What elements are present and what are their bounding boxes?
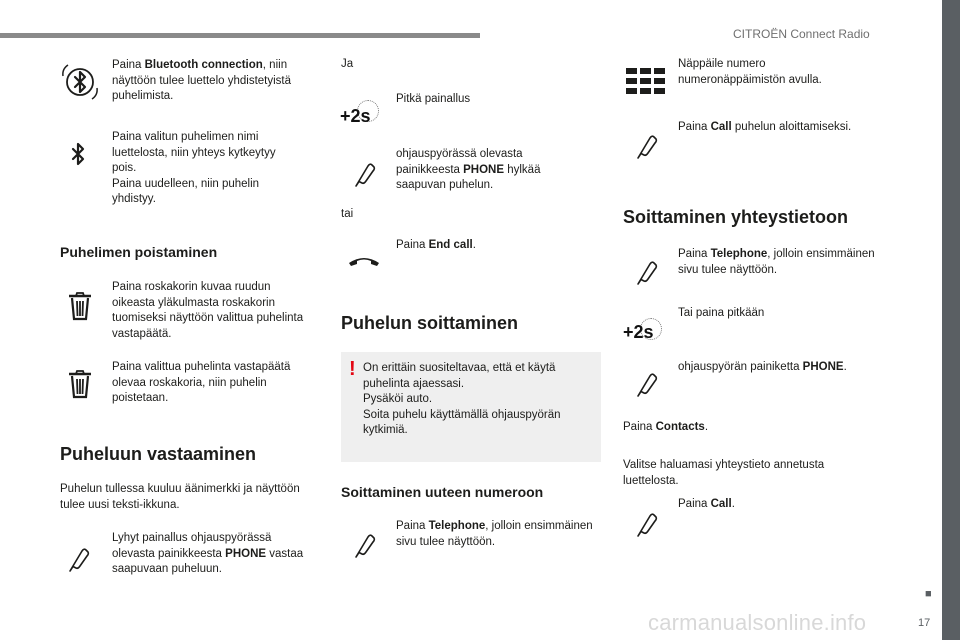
contacts-text: Paina Contacts.	[623, 421, 709, 433]
phone-icon	[352, 531, 378, 559]
phone-icon	[352, 160, 378, 188]
phone-button-text: ohjauspyörän painiketta PHONE.	[678, 361, 847, 373]
side-strip	[942, 0, 960, 640]
call-text: Paina Call puhelun aloittamiseksi.	[678, 121, 852, 133]
final-call-text: Paina Call.	[678, 498, 735, 510]
phone-icon	[66, 545, 92, 573]
disconnect-text: Paina valitun puhelimen nimi luettelosta, niin yhteys kytkeytyy pois. Paina uudelleen, niin puhelin yhdistyy.	[112, 131, 276, 205]
reject-text: ohjauspyörässä olevasta painikkeesta PHONE hylkää saapuvan puhelun.	[396, 148, 541, 191]
warning-text: On erittäin suositeltavaa, että et käytä puhelinta ajaessasi. Pysäköi auto. Soita puhelu käyttämällä ohjauspyörän kytkimiä.	[363, 362, 561, 436]
telephone-step-text: Paina Telephone, jolloin ensimmäinen sivu tulee näyttöön.	[396, 520, 593, 548]
remove-step1-text: Paina roskakorin kuvaa ruudun oikeasta yläkulmasta roskakorin tuomiseksi näyttöön valittua puhelinta vastapäätä.	[112, 281, 304, 340]
answer-intro-text: Puhelun tullessa kuuluu äänimerkki ja näyttöön tulee uusi teksti-ikkuna.	[60, 483, 300, 511]
trash-icon	[66, 290, 94, 322]
section-title-new-number: Soittaminen uuteen numeroon	[341, 484, 544, 500]
contact-telephone-text: Paina Telephone, jolloin ensimmäinen sivu tulee näyttöön.	[678, 248, 875, 276]
section-title-contact: Soittaminen yhteystietoon	[623, 207, 849, 227]
answer-step-text: Lyhyt painallus ohjauspyörässä olevasta painikkeesta PHONE vastaa saapuvaan puheluun.	[112, 532, 304, 575]
long-press-text: Tai paina pitkään	[678, 307, 765, 319]
watermark: carmanualsonline.info	[648, 610, 867, 635]
page-number: 17	[918, 617, 931, 629]
ja-text: Ja	[341, 58, 354, 70]
phone-icon	[634, 258, 660, 286]
end-call-text: Paina End call.	[396, 239, 476, 251]
page-marker: ■	[925, 588, 932, 600]
phone-icon	[634, 370, 660, 398]
bt-connection-text: Paina Bluetooth connection, niin näyttöön tulee luettelo yhdistetyistä puhelimista.	[112, 59, 292, 102]
phone-icon	[634, 132, 660, 160]
select-contact-text: Valitse haluamasi yhteystieto annetusta luettelosta.	[623, 459, 825, 487]
tai-text: tai	[341, 208, 354, 220]
keypad-icon	[626, 68, 666, 96]
bluetooth-icon	[65, 140, 91, 170]
end-call-icon	[346, 252, 382, 268]
long-press-icon: +2s	[623, 322, 654, 342]
remove-step2-text: Paina valittua puhelinta vastapäätä olevaa roskakoria, niin puhelin poistetaan.	[112, 361, 291, 404]
header-title: CITROËN Connect Radio	[733, 27, 870, 41]
phone-icon	[634, 510, 660, 538]
keypad-text: Näppäile numero numeronäppäimistön avulla.	[678, 58, 822, 86]
section-title-answer: Puheluun vastaaminen	[60, 444, 257, 464]
long-press-text: Pitkä painallus	[396, 93, 471, 105]
long-press-icon: +2s	[340, 106, 371, 126]
section-title-call: Puhelun soittaminen	[341, 313, 519, 333]
warning-icon: !	[349, 358, 356, 380]
section-title-remove: Puhelimen poistaminen	[60, 244, 218, 260]
header-bar	[0, 33, 480, 38]
trash-icon	[66, 368, 94, 400]
bluetooth-connection-icon	[60, 62, 100, 102]
